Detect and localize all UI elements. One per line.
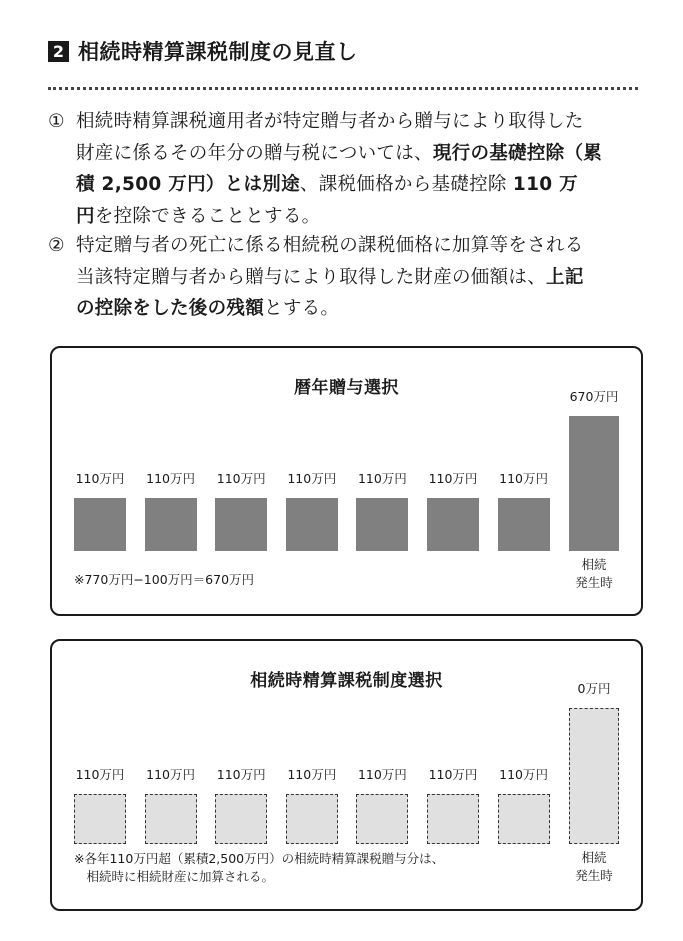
- paragraph-2-line-1: 特定贈与者の死亡に係る相続税の課税価格に加算等をされる: [76, 235, 584, 256]
- bar-year-3: [215, 794, 267, 844]
- bar-value-label: 110万円: [216, 471, 266, 486]
- paragraph-1-line-1: 相続時精算課税適用者が特定贈与者から贈与により取得した: [76, 111, 584, 132]
- bar-year-7: [498, 498, 550, 551]
- chart-note: [74, 850, 444, 886]
- chart-note: [74, 571, 254, 589]
- bar-year-5: [356, 794, 408, 844]
- bar-value-label: 110万円: [428, 767, 478, 782]
- bar-value-label: 110万円: [499, 767, 549, 782]
- bar-value-label: 110万円: [287, 471, 337, 486]
- chart-title: 相続時精算課税制度選択: [250, 671, 443, 691]
- paragraph-1: [48, 106, 648, 232]
- calendar-year-gift-chart: [50, 346, 643, 616]
- chart-note-line: ※各年110万円超（累積2,500万円）の相続時精算課税贈与分は、: [74, 851, 445, 866]
- bar-value-label: 110万円: [146, 471, 196, 486]
- bar-year-1: [74, 498, 126, 551]
- bar-value-label: 0万円: [577, 681, 611, 696]
- bar-year-2: [145, 794, 197, 844]
- chart-title: 暦年贈与選択: [294, 378, 399, 398]
- bar-year-6: [427, 794, 479, 844]
- paragraph-2-line-3: の控除をした後の残額とする。: [76, 298, 340, 319]
- section-number-badge: 2: [48, 41, 69, 62]
- chart-note-line: ※770万円−100万円＝670万円: [74, 572, 255, 587]
- bar-value-label: 110万円: [357, 767, 407, 782]
- paragraph-1-line-3: 積 2,500 万円）とは別途、課税価格から基礎控除 110 万: [76, 174, 578, 195]
- bar-value-label: 110万円: [428, 471, 478, 486]
- bar-inheritance: [569, 708, 619, 844]
- bar-value-label: 110万円: [146, 767, 196, 782]
- bar-value-label: 670万円: [569, 389, 619, 404]
- settlement-taxation-chart: [50, 639, 643, 911]
- section-title: 相続時精算課税制度の見直し: [78, 40, 358, 64]
- bar-year-1: [74, 794, 126, 844]
- bar-value-label: 110万円: [287, 767, 337, 782]
- bar-year-4: [286, 794, 338, 844]
- paragraph-1-line-4: 円を控除できることとする。: [76, 205, 321, 227]
- paragraph-2: [48, 230, 648, 325]
- bar-year-2: [145, 498, 197, 551]
- paragraph-2-line-2: 当該特定贈与者から贈与により取得した財産の価額は、上記: [76, 266, 584, 288]
- section-heading: [48, 36, 358, 66]
- chart-note-line: 相続時に相続財産に加算される。: [74, 869, 275, 884]
- bar-year-7: [498, 794, 550, 844]
- bar-value-label: 110万円: [75, 471, 125, 486]
- paragraph-1-marker: ①: [48, 111, 65, 132]
- category-label-line: 相続: [581, 850, 607, 865]
- paragraph-1-line-2: 財産に係るその年分の贈与税については、現行の基礎控除（累: [76, 142, 603, 164]
- category-label-line: 相続: [581, 557, 607, 572]
- paragraph-2-marker: ②: [48, 235, 65, 256]
- bar-value-label: 110万円: [216, 767, 266, 782]
- bar-value-label: 110万円: [499, 471, 549, 486]
- dotted-divider: [48, 87, 638, 90]
- bar-year-4: [286, 498, 338, 551]
- bar-value-label: 110万円: [75, 767, 125, 782]
- bar-year-5: [356, 498, 408, 551]
- category-label-inheritance: [564, 849, 624, 885]
- category-label-line: 発生時: [575, 575, 613, 590]
- bar-year-3: [215, 498, 267, 551]
- category-label-line: 発生時: [575, 868, 613, 883]
- bar-inheritance: [569, 416, 619, 551]
- bar-year-6: [427, 498, 479, 551]
- category-label-inheritance: [564, 556, 624, 592]
- bar-value-label: 110万円: [357, 471, 407, 486]
